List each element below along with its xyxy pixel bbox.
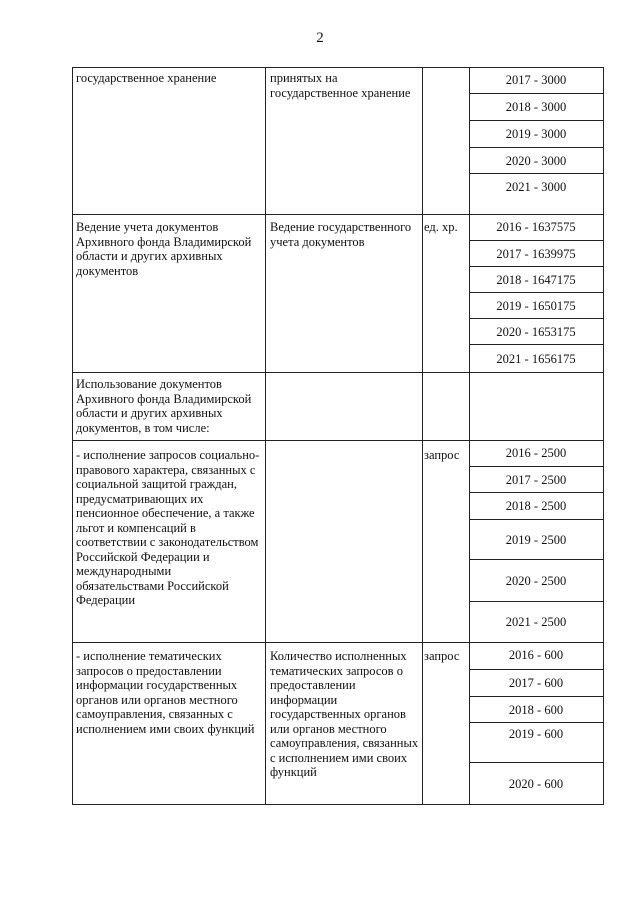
values-cell — [469, 642, 603, 804]
column-border — [265, 67, 266, 805]
value-row: 2018 - 2500 — [469, 492, 603, 520]
values-cell — [469, 440, 603, 642]
indicator-cell: принятых на государственное хранение — [270, 71, 411, 100]
value-row: 2016 - 2500 — [505, 445, 567, 460]
column-border — [422, 67, 423, 805]
activity-cell: - исполнение тематических запросов о предоставлении информации государственных органов или органов местного самоуправления, связанных с исполнением ими своих функций — [76, 649, 255, 736]
value-row: 2019 - 2500 — [469, 519, 603, 560]
value-row: 2016 - 1637575 — [496, 219, 576, 234]
value-row: 2021 - 1656175 — [469, 344, 603, 373]
value-row: 2017 - 2500 — [469, 466, 603, 493]
value-row: 2018 - 600 — [469, 696, 603, 723]
value-row: 2017 - 600 — [469, 669, 603, 697]
activity-cell: - исполнение запросов социально-правового характера, связанных с социальной защитой граждан, предусматривающих их пенсионное обеспечение, а также льгот и компенсаций в соответствии с законодательством Российской Федерации и международными обязательствами Российской Федерации — [76, 448, 260, 607]
unit-cell: запрос — [424, 448, 460, 462]
activity-cell: государственное хранение — [76, 71, 217, 85]
value-row: 2019 - 600 — [469, 722, 603, 762]
value-row: 2019 - 3000 — [469, 120, 603, 147]
value-row: 2020 - 2500 — [469, 559, 603, 602]
value-row: 2018 - 1647175 — [469, 266, 603, 293]
values-cell — [469, 214, 603, 372]
value-row: 2018 - 3000 — [469, 93, 603, 120]
value-row: 2020 - 3000 — [469, 147, 603, 174]
value-row: 2016 - 600 — [508, 648, 564, 662]
value-row: 2021 - 2500 — [469, 601, 603, 643]
unit-cell: запрос — [424, 649, 460, 663]
indicator-cell: Количество исполненных тематических запросов о предоставлении информации государственных органов или органов местного самоуправления, связанных с исполнением ими своих функций — [270, 649, 419, 779]
unit-cell: ед. хр. — [424, 220, 458, 234]
column-border — [72, 67, 73, 805]
value-row: 2021 - 3000 — [469, 173, 603, 200]
indicator-cell: Ведение государственного учета документов — [270, 220, 412, 249]
column-border — [603, 67, 604, 805]
value-row: 2020 - 600 — [469, 762, 603, 805]
activity-cell: Ведение учета документов Архивного фонда Владимирской области и других архивных документов — [76, 220, 252, 278]
page-number: 2 — [316, 30, 324, 46]
value-row: 2017 - 3000 — [505, 72, 567, 87]
values-cell — [469, 67, 603, 214]
value-row: 2020 - 1653175 — [469, 318, 603, 345]
indicators-table — [72, 67, 604, 805]
value-row: 2019 - 1650175 — [469, 292, 603, 319]
activity-cell: Использование документов Архивного фонда Владимирской области и других архивных документов, в том числе: — [76, 377, 252, 435]
value-row: 2017 - 1639975 — [469, 240, 603, 267]
